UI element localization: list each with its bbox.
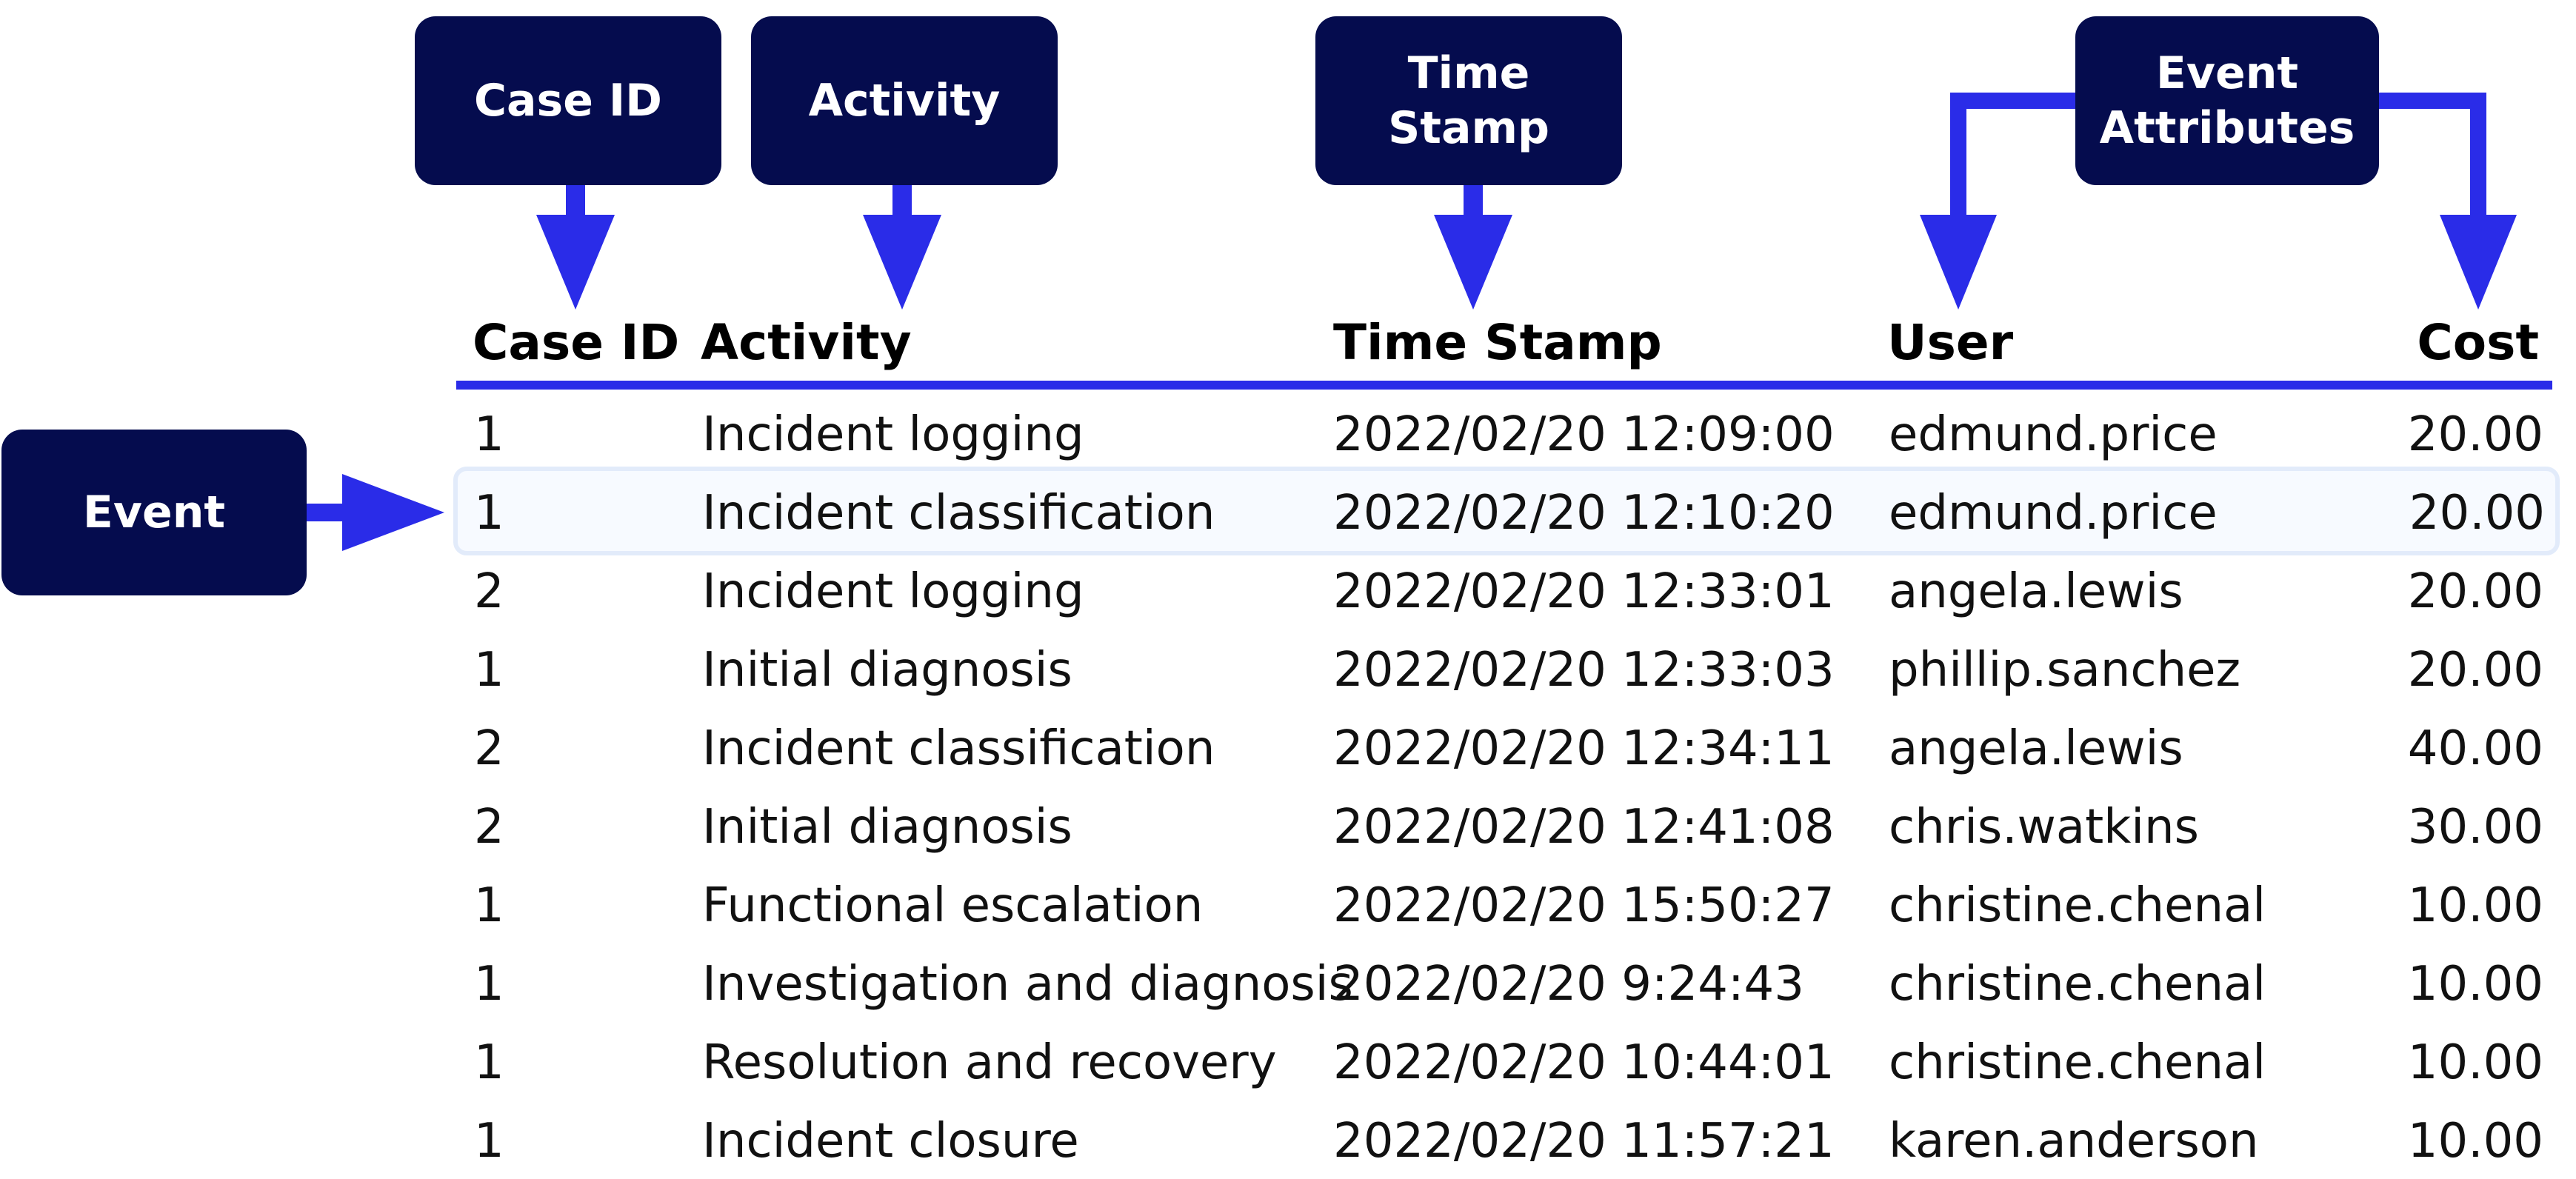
event-arrow-head [342,474,444,551]
cell-user: karen.anderson [1889,1114,2259,1169]
activity-arrow-head [863,215,941,310]
cell-time-stamp: 2022/02/20 11:57:21 [1333,1114,1835,1169]
table-row [459,552,2555,631]
cell-time-stamp: 2022/02/20 12:34:11 [1333,721,1835,776]
cell-cost: 10.00 [2407,878,2543,933]
table-row [459,1102,2555,1179]
cell-activity: Incident closure [702,1114,1079,1169]
cell-case-id: 1 [474,407,504,462]
activity-callout [751,16,1058,185]
event-attributes-left-connector [1958,101,2075,216]
cell-time-stamp: 2022/02/20 15:50:27 [1333,878,1835,933]
activity-callout-label: Activity [808,75,1001,127]
event-attributes-right-connector [2379,101,2478,216]
cell-time-stamp: 2022/02/20 9:24:43 [1333,957,1804,1012]
header-cost: Cost [2417,314,2539,371]
cell-activity: Functional escalation [702,878,1204,933]
cell-case-id: 1 [474,486,504,541]
table-row [459,788,2555,866]
cell-cost: 10.00 [2407,1035,2543,1090]
cell-time-stamp: 2022/02/20 12:33:03 [1333,643,1835,698]
cell-cost: 10.00 [2407,957,2543,1012]
cell-time-stamp: 2022/02/20 12:10:20 [1333,486,1835,541]
cell-user: christine.chenal [1889,1035,2266,1090]
header-user: User [1887,314,2014,371]
cell-user: chris.watkins [1889,800,2199,855]
header-activity: Activity [701,314,912,371]
cell-user: angela.lewis [1889,564,2183,619]
cell-time-stamp: 2022/02/20 12:33:01 [1333,564,1835,619]
table-row [459,1023,2555,1102]
event-attributes-callout-label: Event Attributes [2099,47,2355,154]
cell-cost: 20.00 [2407,643,2543,698]
cell-case-id: 2 [474,564,504,619]
time-stamp-callout-label: Time Stamp [1388,47,1549,154]
case-id-callout-label: Case ID [474,75,662,127]
table-row [459,945,2555,1023]
cell-activity: Incident classification [702,486,1215,541]
cost-arrow-head [2440,215,2517,310]
time-stamp-arrow-head [1434,215,1512,310]
cell-user: christine.chenal [1889,957,2266,1012]
cell-activity: Initial diagnosis [702,800,1072,855]
event-callout [1,430,307,595]
cell-cost: 20.00 [2409,486,2545,541]
table-row [459,631,2555,709]
cell-case-id: 1 [474,1114,504,1169]
case-id-arrow-head [536,215,615,310]
cell-cost: 20.00 [2407,564,2543,619]
case-id-callout [415,16,721,185]
cell-activity: Resolution and recovery [702,1035,1277,1090]
cell-case-id: 1 [474,1035,504,1090]
time-stamp-callout [1315,16,1622,185]
header-rule [456,381,2552,390]
cell-cost: 40.00 [2407,721,2543,776]
user-arrow-head [1920,215,1997,310]
cell-case-id: 1 [474,643,504,698]
event-callout-label: Event [82,487,226,538]
table-row-highlighted-event [453,467,2560,555]
cell-user: angela.lewis [1889,721,2183,776]
event-attributes-callout [2075,16,2379,185]
header-time-stamp: Time Stamp [1333,314,1662,371]
cell-cost: 20.00 [2407,407,2543,462]
cell-user: edmund.price [1889,407,2218,462]
cell-user: edmund.price [1889,486,2218,541]
cell-time-stamp: 2022/02/20 12:41:08 [1333,800,1835,855]
cell-user: christine.chenal [1889,878,2266,933]
cell-activity: Incident logging [702,564,1084,619]
cell-activity: Incident logging [702,407,1084,462]
cell-cost: 30.00 [2407,800,2543,855]
cell-activity: Investigation and diagnosis [702,957,1353,1012]
header-case-id: Case ID [473,314,680,371]
cell-case-id: 1 [474,878,504,933]
cell-time-stamp: 2022/02/20 12:09:00 [1333,407,1835,462]
cell-user: phillip.sanchez [1889,643,2241,698]
cell-cost: 10.00 [2407,1114,2543,1169]
table-row [459,395,2555,474]
cell-case-id: 2 [474,721,504,776]
cell-activity: Initial diagnosis [702,643,1072,698]
table-row [459,709,2555,788]
table-row [459,866,2555,945]
cell-case-id: 1 [474,957,504,1012]
cell-time-stamp: 2022/02/20 10:44:01 [1333,1035,1835,1090]
cell-activity: Incident classification [702,721,1215,776]
cell-case-id: 2 [474,800,504,855]
